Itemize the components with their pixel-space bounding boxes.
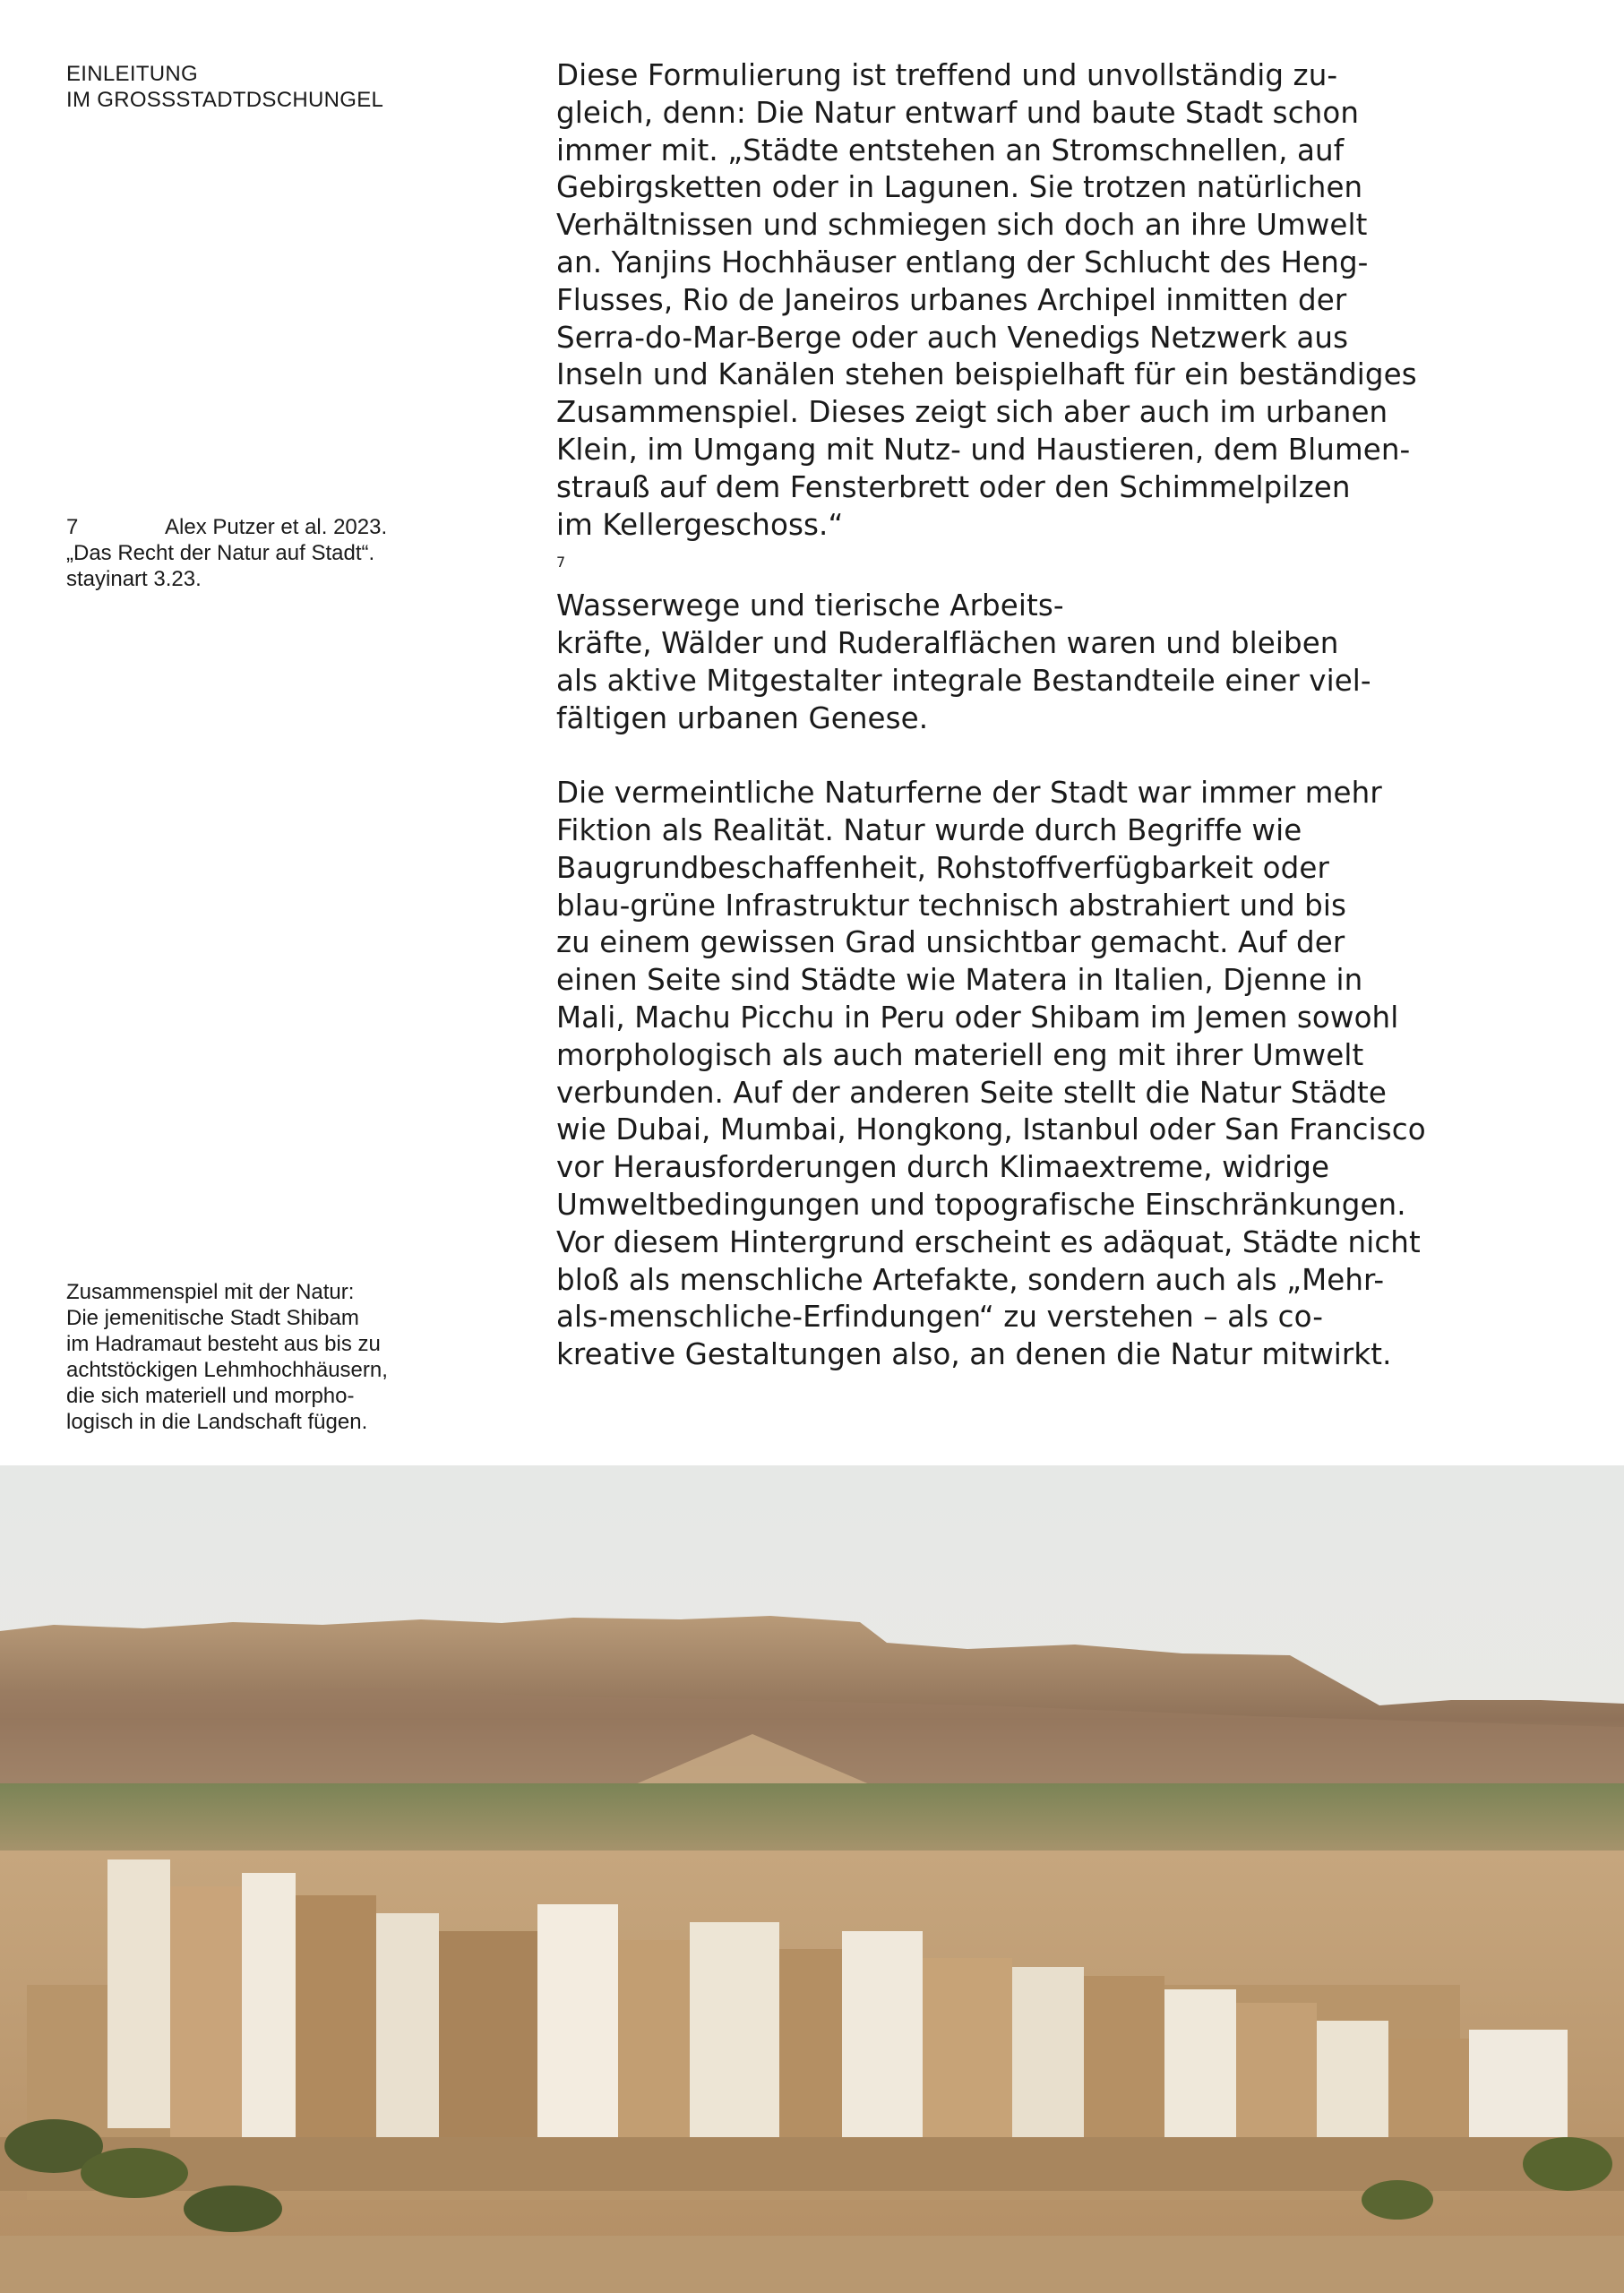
text-line: Diese Formulierung ist treffend und unvollständig zu- bbox=[556, 58, 1338, 92]
paragraph-1 bbox=[556, 57, 1560, 737]
footnote-line: Alex Putzer et al. 2023. bbox=[165, 515, 388, 539]
text-line: Umweltbedingungen und topografische Einschränkungen. bbox=[556, 1187, 1406, 1222]
caption-line: logisch in die Landschaft fügen. bbox=[66, 1410, 368, 1434]
header-line-1: EINLEITUNG bbox=[66, 62, 199, 86]
text-line: Fiktion als Realität. Natur wurde durch Begriffe wie bbox=[556, 812, 1302, 847]
text-line: fältigen urbanen Genese. bbox=[556, 700, 929, 735]
caption-line: achtstöckigen Lehmhochhäusern, bbox=[66, 1358, 388, 1382]
text-line: strauß auf dem Fensterbrett oder den Schimmelpilzen bbox=[556, 469, 1351, 504]
text-line: Flusses, Rio de Janeiros urbanes Archipel inmitten der bbox=[556, 282, 1347, 317]
text-line: Gebirgsketten oder in Lagunen. Sie trotzen natürlichen bbox=[556, 170, 1363, 205]
text-line: als aktive Mitgestalter integrale Bestandteile einer viel- bbox=[556, 663, 1371, 698]
text-line: Serra-do-Mar-Berge oder auch Venedigs Netzwerk aus bbox=[556, 320, 1349, 355]
running-header bbox=[66, 61, 496, 113]
text-line: wie Dubai, Mumbai, Hongkong, Istanbul oder San Francisco bbox=[556, 1112, 1426, 1147]
caption-line: Die jemenitische Stadt Shibam bbox=[66, 1306, 359, 1330]
text-line: morphologisch als auch materiell eng mit ihrer Umwelt bbox=[556, 1037, 1364, 1072]
shibam-photo bbox=[0, 1465, 1624, 2293]
text-line: Die vermeintliche Naturferne der Stadt war immer mehr bbox=[556, 776, 1382, 811]
text-line: kreative Gestaltungen also, an denen die Natur mitwirkt. bbox=[556, 1337, 1392, 1372]
text-line: Mali, Machu Picchu in Peru oder Shibam im Jemen sowohl bbox=[556, 1000, 1399, 1035]
text-line: Klein, im Umgang mit Nutz- und Haustieren, dem Blumen- bbox=[556, 432, 1411, 467]
text-line: immer mit. „Städte entstehen an Stromschnellen, auf bbox=[556, 133, 1345, 167]
text-line: als-menschliche-Erfindungen“ zu verstehen – als co- bbox=[556, 1300, 1324, 1335]
text-line: bloß als menschliche Artefakte, sondern auch als „Mehr- bbox=[556, 1262, 1385, 1297]
text-line: im Kellergeschoss.“ $^7$ Wasserwege und tierische Arbeits- bbox=[556, 507, 1064, 623]
green-plain bbox=[0, 1783, 1624, 1855]
text-line: kräfte, Wälder und Ruderalflächen waren und bleiben bbox=[556, 625, 1339, 660]
caption-line: die sich materiell und morpho- bbox=[66, 1384, 355, 1408]
text-line: an. Yanjins Hochhäuser entlang der Schlucht des Heng- bbox=[556, 245, 1369, 279]
text-line: Vor diesem Hintergrund erscheint es adäquat, Städte nicht bbox=[556, 1224, 1421, 1259]
text-line: einen Seite sind Städte wie Matera in Italien, Djenne in bbox=[556, 963, 1363, 998]
text-line: Baugrundbeschaffenheit, Rohstoffverfügbarkeit oder bbox=[556, 850, 1329, 885]
caption-line: im Hadramaut besteht aus bis zu bbox=[66, 1332, 381, 1356]
text-line: zu einem gewissen Grad unsichtbar gemacht. Auf der bbox=[556, 925, 1345, 960]
caption-line: Zusammenspiel mit der Natur: bbox=[66, 1280, 355, 1304]
footnote bbox=[66, 514, 505, 592]
text-line: vor Herausforderungen durch Klimaextreme, widrige bbox=[556, 1150, 1330, 1185]
text-line: Zusammenspiel. Dieses zeigt sich aber auch im urbanen bbox=[556, 395, 1388, 430]
text-line: blau-grüne Infrastruktur technisch abstrahiert und bis bbox=[556, 888, 1347, 923]
footnote-reference: 7 bbox=[556, 554, 566, 571]
footnote-line: stayinart 3.23. bbox=[66, 567, 202, 591]
header-line-2: IM GROSSSTADTDSCHUNGEL bbox=[66, 88, 384, 112]
body-text bbox=[556, 57, 1560, 1374]
foreground-road bbox=[0, 2236, 1624, 2293]
text-line: Inseln und Kanälen stehen beispielhaft für ein beständiges bbox=[556, 357, 1417, 392]
footnote-line: „Das Recht der Natur auf Stadt“. bbox=[66, 541, 375, 565]
image-caption bbox=[66, 1279, 514, 1435]
text-line: Verhältnissen und schmiegen sich doch an ihre Umwelt bbox=[556, 208, 1368, 243]
landscape-illustration bbox=[0, 1465, 1624, 2293]
text-line: verbunden. Auf der anderen Seite stellt die Natur Städte bbox=[556, 1075, 1387, 1110]
paragraph-2 bbox=[556, 775, 1560, 1374]
text-line: gleich, denn: Die Natur entwarf und baute Stadt schon bbox=[556, 95, 1360, 130]
footnote-number: 7 bbox=[66, 515, 79, 539]
